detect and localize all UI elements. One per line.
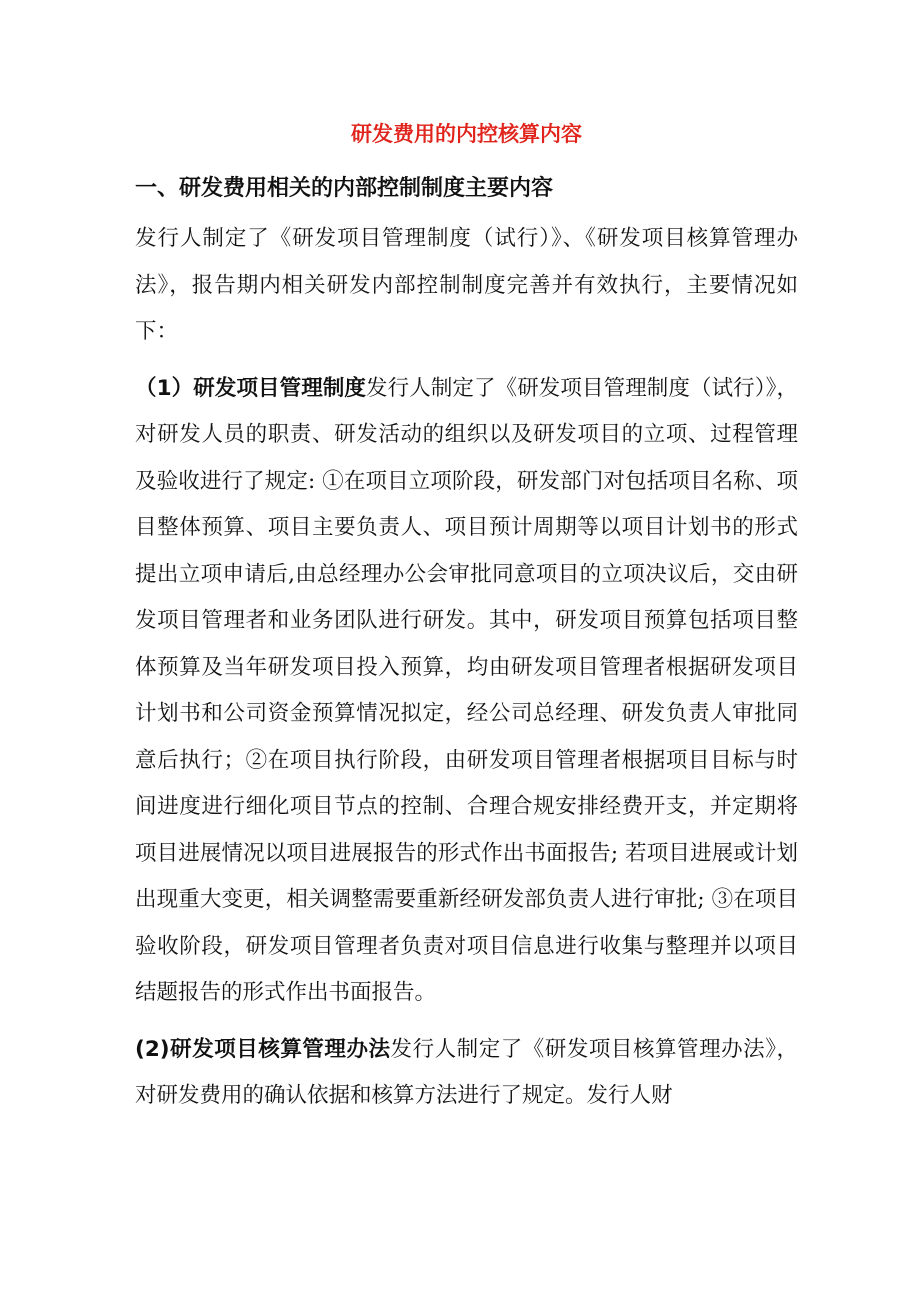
item2-paragraph <box>135 1027 798 1120</box>
item2-body: 发行人制定了《研发项目核算管理办法》，对研发费用的确认依据和核算方法进行了规定。发行人财 <box>135 1036 798 1108</box>
item1-body: 发行人制定了《研发项目管理制度（试行）》，对研发人员的职责、研发活动的组织以及研发项目的立项、过程管理及验收进行了规定: ①在项目立项阶段，研发部门对包括项目名称、项目整体预算、项目主要负责人、项目预计周期等以项目计划书的形式提出立项申请后,由总经理办公会审批同意项目的立项决议后，交由研发项目管理者和业务团队进行研发。其中，研发项目预算包括项目整体预算及当年研发项目投入预算，均由研发项目管理者根据研发项目计划书和公司资金预算情况拟定，经公司总经理、研发负责人审批同意后执行；②在项目执行阶段，由研发项目管理者根据项目目标与时间进度进行细化项目节点的控制、合理合规安排经费开支，并定期将项目进展情况以项目进展报告的形式作出书面报告; 若项目进展或计划出现重大变更，相关调整需要重新经研发部负责人进行审批; ③在项目验收阶段，研发项目管理者负责对项目信息进行收集与整理并以项目结题报告的形式作出书面报告。 <box>135 375 798 1005</box>
item1-heading: （1）研发项目管理制度 <box>135 375 367 401</box>
section-heading: 一、研发费用相关的内部控制制度主要内容 <box>135 176 554 201</box>
item2-heading: (2)研发项目核算管理办法 <box>135 1036 391 1062</box>
document-title: 研发费用的内控核算内容 <box>351 122 582 146</box>
item1-paragraph <box>135 366 798 1017</box>
intro-paragraph: 发行人制定了《研发项目管理制度（试行）》、《研发项目核算管理办法》，报告期内相关研发内部控制制度完善并有效执行，主要情况如下： <box>135 226 798 344</box>
